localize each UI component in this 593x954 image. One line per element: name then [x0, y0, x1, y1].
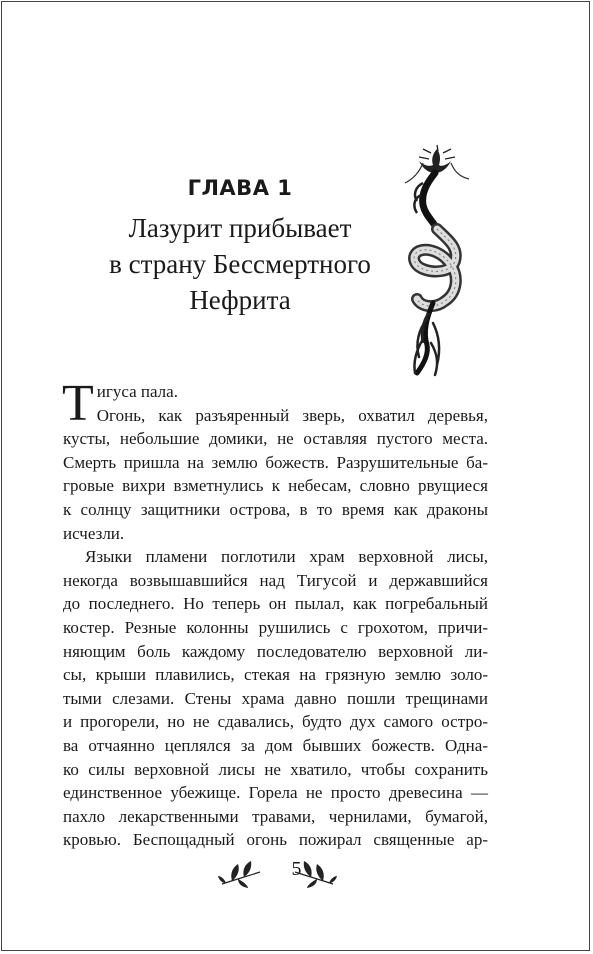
drop-cap-letter: Т	[62, 375, 94, 432]
text-line: кровью. Беспощадный огонь пожирал священные ар-	[63, 830, 488, 850]
text-line: до последнего. Но теперь он пылал, как погребальный	[63, 594, 488, 614]
chapter-title-line-1: Лазурит прибывает	[128, 213, 352, 243]
chapter-title-line-3: Нефрита	[189, 285, 291, 315]
page-footer	[0, 858, 593, 888]
text-line: Смерть пришла на землю божеств. Разрушительные ба-	[63, 452, 488, 472]
text-line: пахло лекарственными травами, чернилами, бумагой,	[63, 806, 488, 826]
chapter-label: ГЛАВА 1	[187, 176, 293, 200]
text-line: костер. Резные колонны рушились с грохотом, причи-	[63, 617, 488, 637]
text-line: единственное убежище. Горела не просто древесина —	[63, 783, 488, 803]
text-line: и прогорели, но не сдавались, будто дух самого остро-	[63, 712, 488, 732]
page-number: 5	[291, 858, 302, 880]
chapter-title-line-2: в страну Бессмертного	[109, 249, 371, 279]
text-line: исчезли.	[63, 523, 125, 543]
text-line: гровые вихри взметнулись к небесам, словно рвущиеся	[63, 476, 488, 496]
text-line: Огонь, как разъяренный зверь, охватил деревья,	[96, 405, 488, 425]
dragon-illustration-icon	[393, 143, 483, 378]
text-line: игуса пала.	[96, 382, 178, 401]
chapter-title	[80, 210, 400, 318]
body-text	[62, 375, 488, 852]
text-line: тыми слезами. Стены храма давно пошли трещинами	[63, 688, 488, 708]
text-line: Языки пламени поглотили храм верховной лисы,	[85, 547, 488, 567]
text-line: ко силы верховной лисы не хватило, чтобы сохранить	[63, 759, 488, 779]
text-line: сы, крыши плавились, стекая на грязную землю золо-	[63, 665, 488, 685]
leaf-sprig-right-icon	[293, 858, 337, 888]
text-line: няющим боль каждому последователю верховной ли-	[63, 641, 488, 661]
text-line: ва отчаянно цеплялся за дом бывших божеств. Одна-	[63, 735, 488, 755]
text-line: некогда возвышавшийся над Тигусой и державшийся	[63, 570, 488, 590]
text-line: кусты, небольшие домики, не оставляя пустого места.	[63, 429, 488, 449]
text-line: к солнцу защитники острова, в то время как драконы	[63, 499, 488, 519]
